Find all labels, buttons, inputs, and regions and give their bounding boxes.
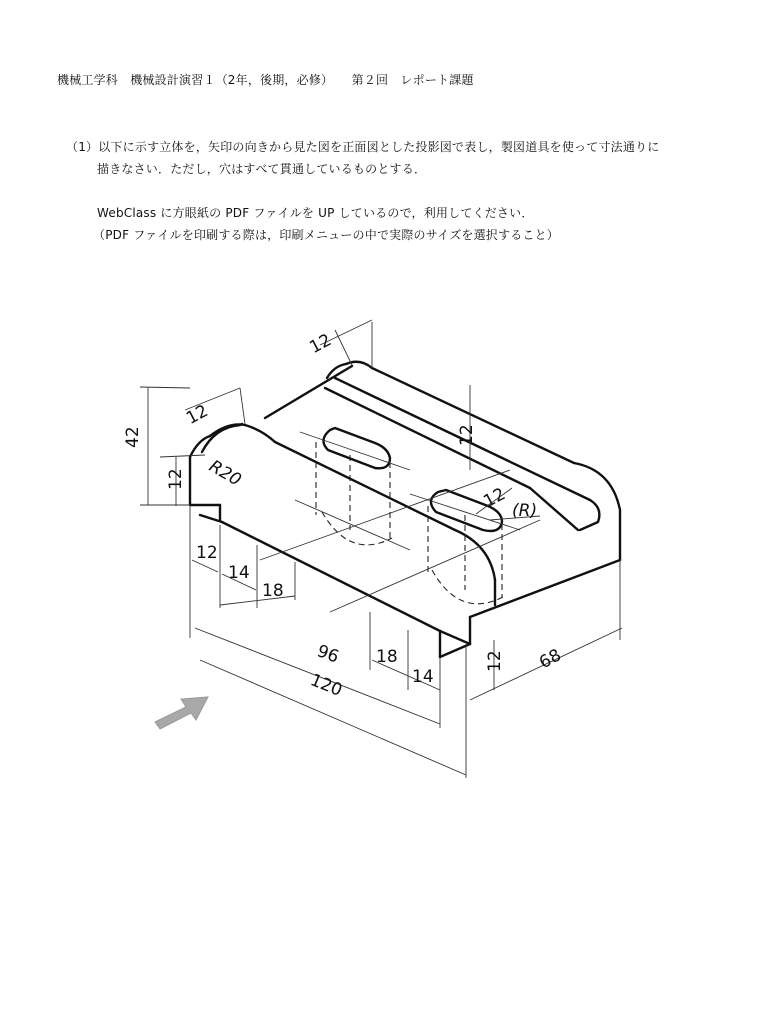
hidden-lines [316,442,505,604]
dim-total-height: 42 [123,426,143,448]
dim-slot-radius: (R) [512,501,538,521]
dim-length-120: 120 [307,670,345,701]
dim-depth-68: 68 [536,645,565,674]
dim-right-step: 12 [485,650,505,672]
dimension-labels [123,330,565,701]
dim-step-height: 12 [166,468,186,490]
view-direction-arrow [155,697,208,729]
page-header: 機械工学科 機械設計演習１（2年，後期，必修） 第２回 レポート課題 [57,73,474,87]
question-line-2: 描きなさい．ただし，穴はすべて貫通しているものとする． [97,162,427,176]
dim-top-left-width: 12 [183,401,212,429]
note-line-1: WebClass に方眼紙の PDF ファイルを UP しているので，利用してください． [97,206,534,220]
dim-slot-width: 12 [480,484,509,513]
dim-front-18: 18 [262,581,284,601]
dim-radius: R20 [205,456,245,491]
dim-length-96: 96 [314,641,342,668]
dim-front-12: 12 [196,543,218,563]
note-line-2: （PDF ファイルを印刷する際は，印刷メニューの中で実際のサイズを選択すること） [93,228,559,242]
dim-right-14: 14 [412,667,434,687]
object-outline [190,362,620,657]
dim-top-slot-width: 12 [306,330,335,359]
dim-slot-depth-right: 12 [457,424,477,446]
dim-front-14: 14 [228,563,250,583]
dim-right-18: 18 [376,647,398,667]
isometric-drawing [96,308,656,796]
question-line-1: （1）以下に示す立体を，矢印の向きから見た図を正面図とした投影図で表し，製図道具を使って寸法通りに [66,140,660,154]
